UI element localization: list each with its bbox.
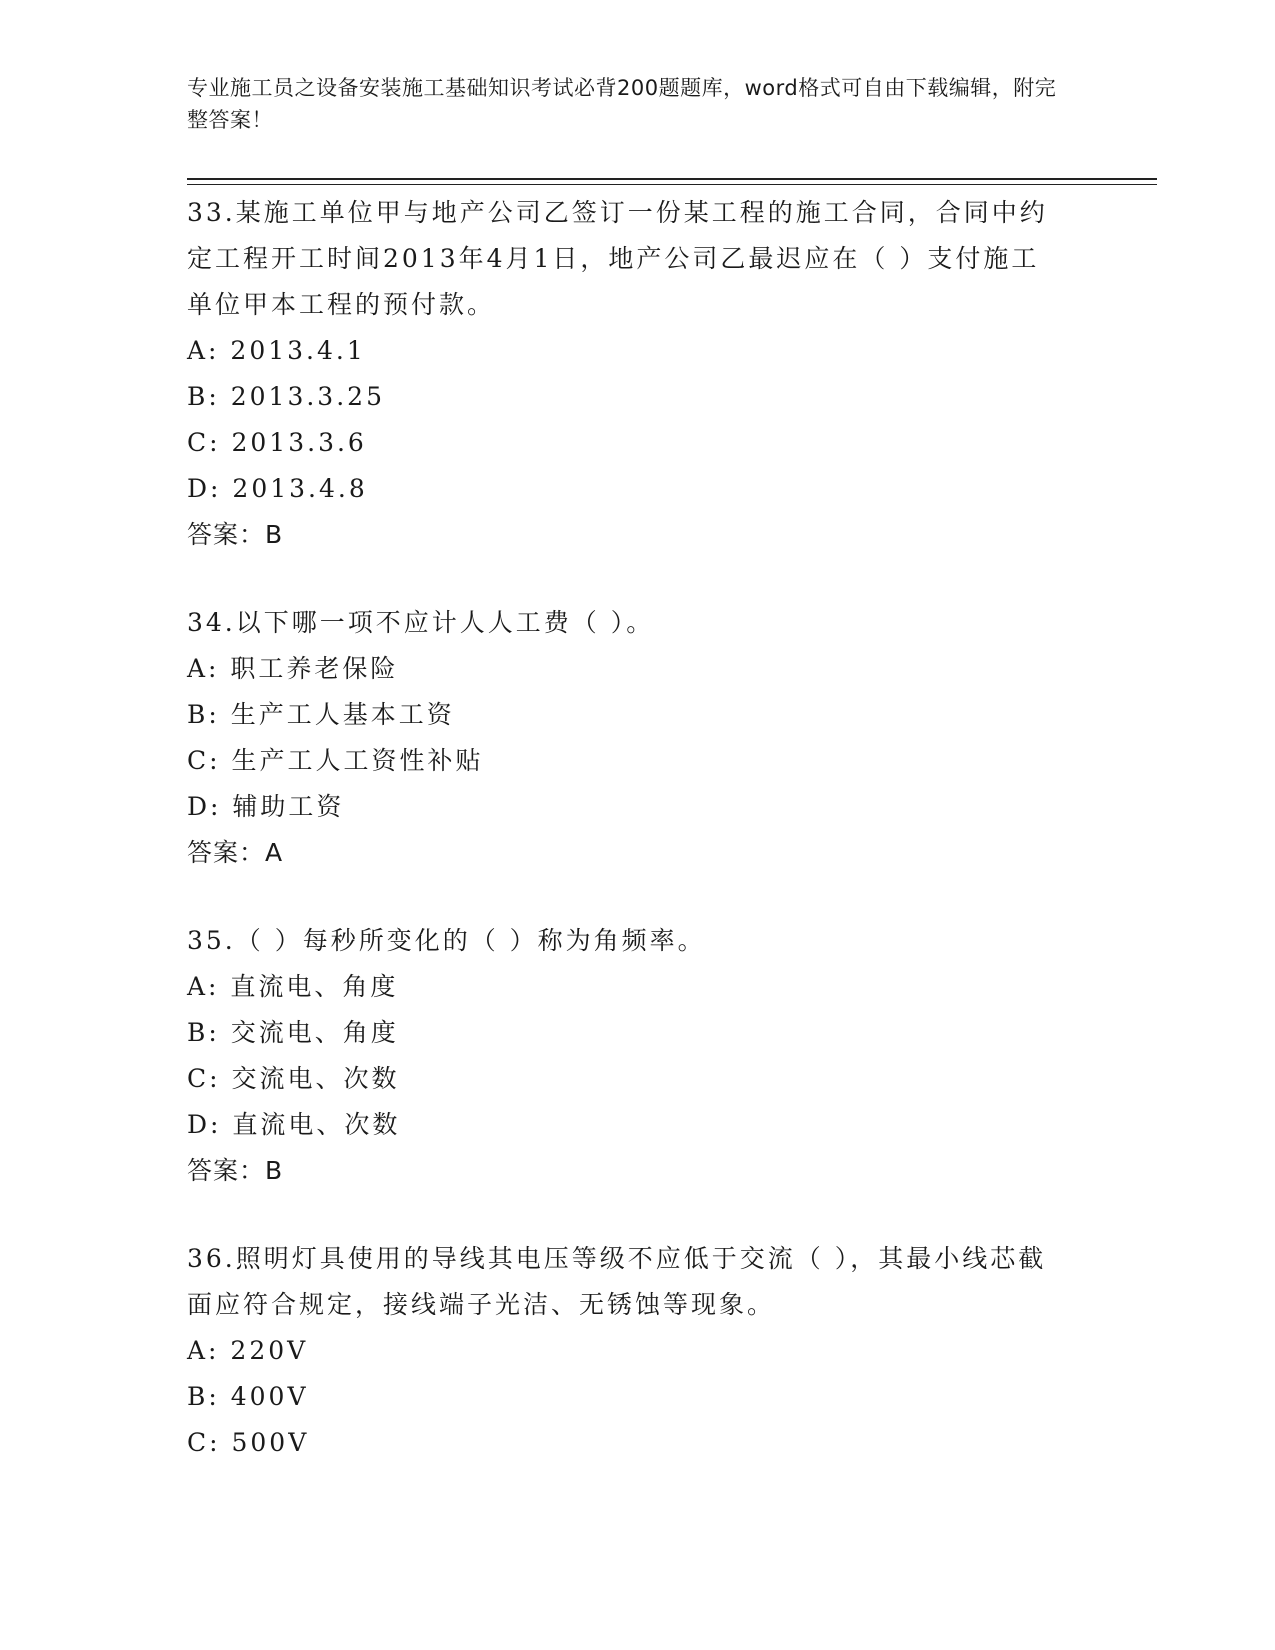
document-header-note: 专业施工员之设备安装施工基础知识考试必背200题题库，word格式可自由下载编辑，附完整答案！ (187, 76, 1057, 132)
option-c: C: 生产工人工资性补贴 (187, 746, 484, 775)
option-c: C: 500V (187, 1428, 310, 1457)
option-b: B: 400V (187, 1382, 309, 1411)
option-b: B: 2013.3.25 (187, 382, 385, 411)
option-a: A: 职工养老保险 (187, 654, 399, 683)
option-b: B: 生产工人基本工资 (187, 700, 455, 729)
answer-line: 答案：A (187, 838, 284, 867)
option-d: D: 直流电、次数 (187, 1110, 401, 1139)
answer-line: 答案：B (187, 1156, 284, 1185)
question-33 (187, 190, 1087, 558)
question-stem: 33.某施工单位甲与地产公司乙签订一份某工程的施工合同，合同中约定工程开工时间2013年4月1日，地产公司乙最迟应在（ ）支付施工单位甲本工程的预付款。 (187, 198, 1048, 319)
option-d: D: 辅助工资 (187, 792, 345, 821)
question-35 (187, 918, 1087, 1194)
option-c: C: 2013.3.6 (187, 428, 367, 457)
question-34 (187, 600, 1087, 876)
question-stem: 35.（ ）每秒所变化的（ ）称为角频率。 (187, 926, 706, 955)
header-divider-thin (187, 184, 1157, 185)
option-a: A: 2013.4.1 (187, 336, 366, 365)
option-a: A: 220V (187, 1336, 309, 1365)
option-c: C: 交流电、次数 (187, 1064, 400, 1093)
question-stem: 36.照明灯具使用的导线其电压等级不应低于交流（ ），其最小线芯截面应符合规定，接线端子光洁、无锈蚀等现象。 (187, 1244, 1047, 1319)
header-divider-thick (187, 178, 1157, 180)
option-d: D: 2013.4.8 (187, 474, 368, 503)
option-b: B: 交流电、角度 (187, 1018, 399, 1047)
option-a: A: 直流电、角度 (187, 972, 399, 1001)
question-stem: 34.以下哪一项不应计人人工费（ ）。 (187, 608, 655, 637)
question-list (187, 190, 1087, 1508)
question-36 (187, 1236, 1087, 1466)
answer-line: 答案：B (187, 520, 284, 549)
